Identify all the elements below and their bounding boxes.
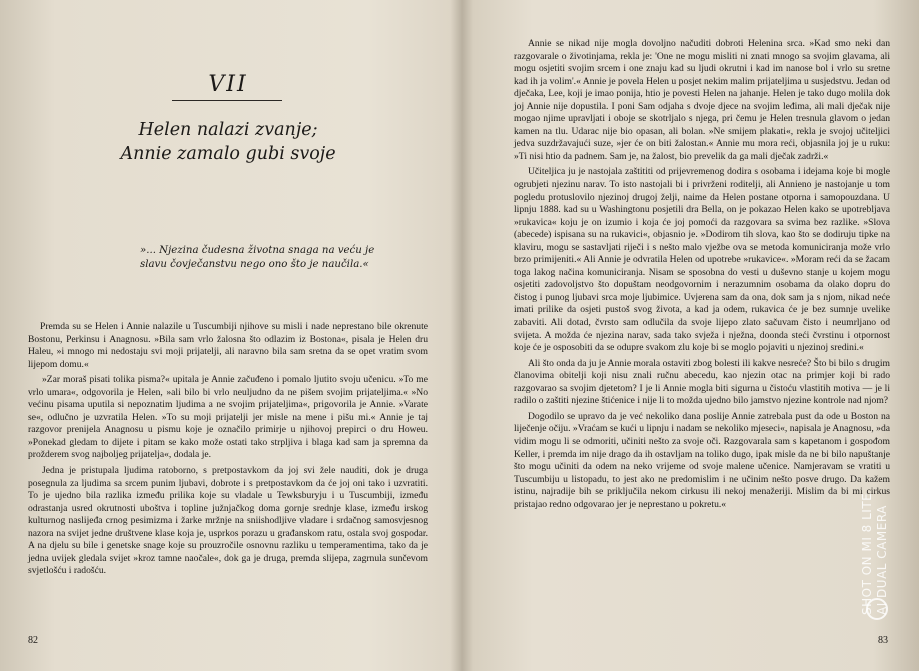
right-body-text xyxy=(514,38,890,514)
paragraph: »Zar moraš pisati tolika pisma?« upitala je Annie začuđeno i pomalo ljutito svoju učenicu. »To me vrlo umara«, odgovorila je Helen, »ali bilo bi vrlo neuljudno da ne pišem svojim prijateljima.« »No većinu pisama uputila si nepoznatim ljudima a ne svojim prijateljima«, prigovorila je Annie. »Varate se«, odlučno je uzvratila Helen. »To su moji prijatelji jer misle na mene i pišu mi.« Annie je taj razgovor prenijela Anagnosu u pismu koje je označilo primirje u njihovoj prepirci o dru Howeu. »Ponekad gledam to dijete i pitam se kako može ostati tako strpljiva i blaga kad sam ja spremna da prožderem svog najboljeg prijatelja«, dodala je. xyxy=(28,374,428,461)
camera-watermark xyxy=(860,395,900,615)
paragraph: Jedna je pristupala ljudima ratoborno, s pretpostavkom da joj svi žele nauditi, dok je druga posegnula za ljudima sa srcem punim ljubavi, dobrote i s pretpostavkom da će joj oni tako i uzvratiti. To je ujedno bila razlika između prilika koje su vladale u Tewksburyju i u Tuscumbiji, između odrastanja usred okrutnosti uboštva i topline južnjačkog doma gornje srednje klase, između irskog kulturnog naslijeđa crnog pesimizma i žarke mržnje na sniishodljive vladare i srdačnog samosvjesnog nazora na svijet jedne društvene klase koja je, usprkos porazu u građanskom ratu, ostala svoj gospodar. A na djelu su bile i genetske snage koje su prouzročile osnovnu razliku u temperamentima, tako da je jedna uvijek gledala svijet »kroz tamne naočale«, dok ga je druga, premda slijepa, zagrnula sunčevom svjetlošću i radošću. xyxy=(28,465,428,577)
chapter-title xyxy=(112,118,344,166)
page-number-left: 82 xyxy=(28,635,38,646)
chapter-title-line-1: Helen nalazi zvanje; xyxy=(138,120,318,140)
paragraph: Annie se nikad nije mogla dovoljno načuditi dobroti Helenina srca. »Kad smo neki dan razgovarale o životinjama, rekla je: 'One ne mogu misliti ni znati mnogo sa svojim glavama, ali mogu osjetiti svojim srcem i one znaju kad su ljudi okrutni i kad im nanose bol i vrlo su sretne kad ih ja volim'.« Annie je povela Helen u posjet nekim malim prijateljima u susjedstvu. Jedan od dječaka, Lee, koji je imao ponija, htio je povesti Helen na jahanje. Helen je tako dugo molila dok joj Annie nije dopustila. I poni Sam odjaha s dvoje djece na svojim leđima, ali mali dječak nije mogao njime upravljati i oboje se skotrljalo s njega, pri čemu je Helen tresnula glavom o jedan kamen na tlu. Udarac nije bio opasan, ali bolan. »Ne smijem plakati«, rekla je svojoj učiteljici jedva suzdržavajući suze, »jer će on biti žalostan.« Annie mu mora reći, objasnila joj je u ruku: »Ti nisi htio da padnem. Sam je, na žalost, bio prevelik da ga mali dječak zadrži.« xyxy=(514,38,890,162)
paragraph: Ali što onda da ju je Annie morala ostaviti zbog bolesti ili kakve nesreće? Što bi bilo s drugim članovima obitelji koji nisu znali ručnu abecedu, kao njezin otac na primjer koji bi rado razgovarao sa svojim djetetom? I je li Annie mogla biti sigurna u čistoću vlastitih motiva — je li radilo o zaštiti njezine štićenice i nije li to možda ujedno bilo jamstvo njezine kontrole nad njom? xyxy=(514,357,890,407)
paragraph: Dogodilo se upravo da je već nekoliko dana poslije Annie zatrebala pust da ode u Boston na liječenje očiju. »Vraćam se kući u lipnju i nadam se nekoliko mjeseci«, napisala je Anagnosu, »da vidim mogu li se odmoriti, učiniti nešto za svoje oči. Razgovarala sam s kapetanom i gospođom Keller, i premda im nije drago da ih ostavljam na toliko dugo, ipak misle da ne bi bilo napuštanje što mogu učiniti da odem na neko vrijeme od svoje malene učenice. Namjeravam se vratiti u Tuscumbiju u listopadu, to jest ako ne predomislim i ne učinim nešto posve drugo. Da kažem istinu, najradije bih se priključila nekom cirkusu ili nekoj menažeriji. Mislim da bi mi cirkus pristajao redno odgovarao jer je neprestano u pokretu.« xyxy=(514,410,890,510)
watermark-line-1: SHOT ON MI 8 LITE xyxy=(860,492,874,615)
camera-ring-icon xyxy=(866,598,888,620)
watermark-line-2: AI DUAL CAMERA xyxy=(875,505,889,615)
epigraph: »... Njezina čudesna životna snaga na veću je slavu čovječanstvu nego ono što je naučila.« xyxy=(140,245,375,270)
chapter-number: VII xyxy=(208,72,248,97)
right-page xyxy=(462,0,919,671)
chapter-rule xyxy=(172,100,282,101)
page-number-right: 83 xyxy=(878,635,888,646)
paragraph: Učiteljica ju je nastojala zaštititi od prijevremenog dodira s osobama i idejama koje bi mogle ogrubjeti njezinu narav. To isto nastojali bi i privrženi roditelji, ali Annieno je nastojanje u tom pogledu protuslovilo njezinoj drugoj želji, naime da Helen postane otporna i samopouzdana. U lipnju 1888. kad su u Washingtonu posjetili dra Bella, on je pokazao Helen kako se upotrebljava »rukavica« koju je on izumio i koja će joj pomoći da razgovara sa svima bez razlike. »Slova (abecede) ispisana su na rukavici«, objasnio je. »Dodirom tih slova, kao što se dodiruju tipke na klaviru, mogu se sastavljati riječi i s nešto malo vježbe ova se metoda komuniciranja može vrlo brzo primijeniti.« Ali Annie je odvratila Helen od upotrebe »rukavice«. »Moram reći da se žacam toga lakog načina komuniciranja. Nisam se sposobna do vesti u duševno stanje u kojem mogu osjetiti zadovoljstvo što dopuštam neodgovornim i nerazumnim osobama da olako dopru do čistog i punog ljubavi srca moje ljubimice. Uvjerena sam da ona, dok sam ja s njom, nikad neće imati prilike da osjeti pustoš svog života, a kad ja odem, rukavica će je bez sumnje uvelike zabaviti. Ali dotad, čvrsto sam odlučila da svoje lijepo zlato sačuvam čisto i neumrljano od svijeta. A možda će njezina narav, sada tako svježa i nježna, doonda steći čvrstinu i otpornost koje će je osposobiti da se odupre svakom zlu koje bi se moglo pojaviti u njezinoj sredini.« xyxy=(514,166,890,354)
chapter-title-line-2: Annie zamalo gubi svoje xyxy=(120,144,336,164)
paragraph: Premda su se Helen i Annie nalazile u Tuscumbiji njihove su misli i nade neprestano bile okrenute Bostonu, Perkinsu i Anagnosu. »Bila sam vrlo žalosna što odlazim iz Bostona«, pisala je Helen dru Haleu, »i mnogo mi nedostaju svi moji prijatelji, ali naravno bila sam sretna da se opet vratim svom lijepom domu.« xyxy=(28,321,428,370)
left-body-text xyxy=(28,321,428,581)
